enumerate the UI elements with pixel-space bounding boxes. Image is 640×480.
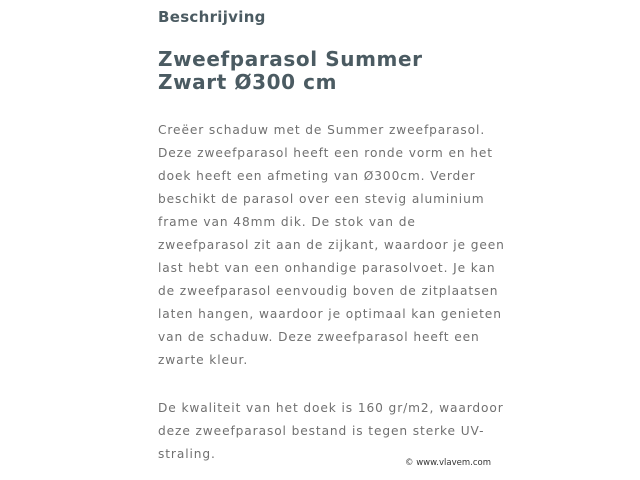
title-line: Zweefparasol Summer [158,47,423,71]
product-title [158,48,423,94]
text-line: laten hangen, waardoor je optimaal kan genieten [158,307,502,321]
text-line: zweefparasol zit aan de zijkant, waardoor je geen [158,238,505,252]
text-line: frame van 48mm dik. De stok van de [158,215,416,229]
title-line: Zwart Ø300 cm [158,70,338,94]
text-line: Creëer schaduw met de Summer zweefparasol. [158,123,486,137]
description-paragraph [158,119,505,372]
text-line: straling. [158,447,216,461]
section-heading: Beschrijving [158,8,266,26]
text-line: zwarte kleur. [158,353,249,367]
text-line: Deze zweefparasol heeft een ronde vorm en het [158,146,493,160]
text-line: van de schaduw. Deze zweefparasol heeft een [158,330,480,344]
text-line: De kwaliteit van het doek is 160 gr/m2, waardoor [158,401,504,415]
quality-paragraph [158,397,504,466]
text-line: last hebt van een onhandige parasolvoet. Je kan [158,261,496,275]
copyright-watermark: © www.vlavem.com [405,458,491,468]
text-line: doek heeft een afmeting van Ø300cm. Verder [158,169,476,183]
text-line: de zweefparasol eenvoudig boven de zitplaatsen [158,284,499,298]
text-line: beschikt de parasol over een stevig aluminium [158,192,485,206]
text-line: deze zweefparasol bestand is tegen sterke UV- [158,424,485,438]
